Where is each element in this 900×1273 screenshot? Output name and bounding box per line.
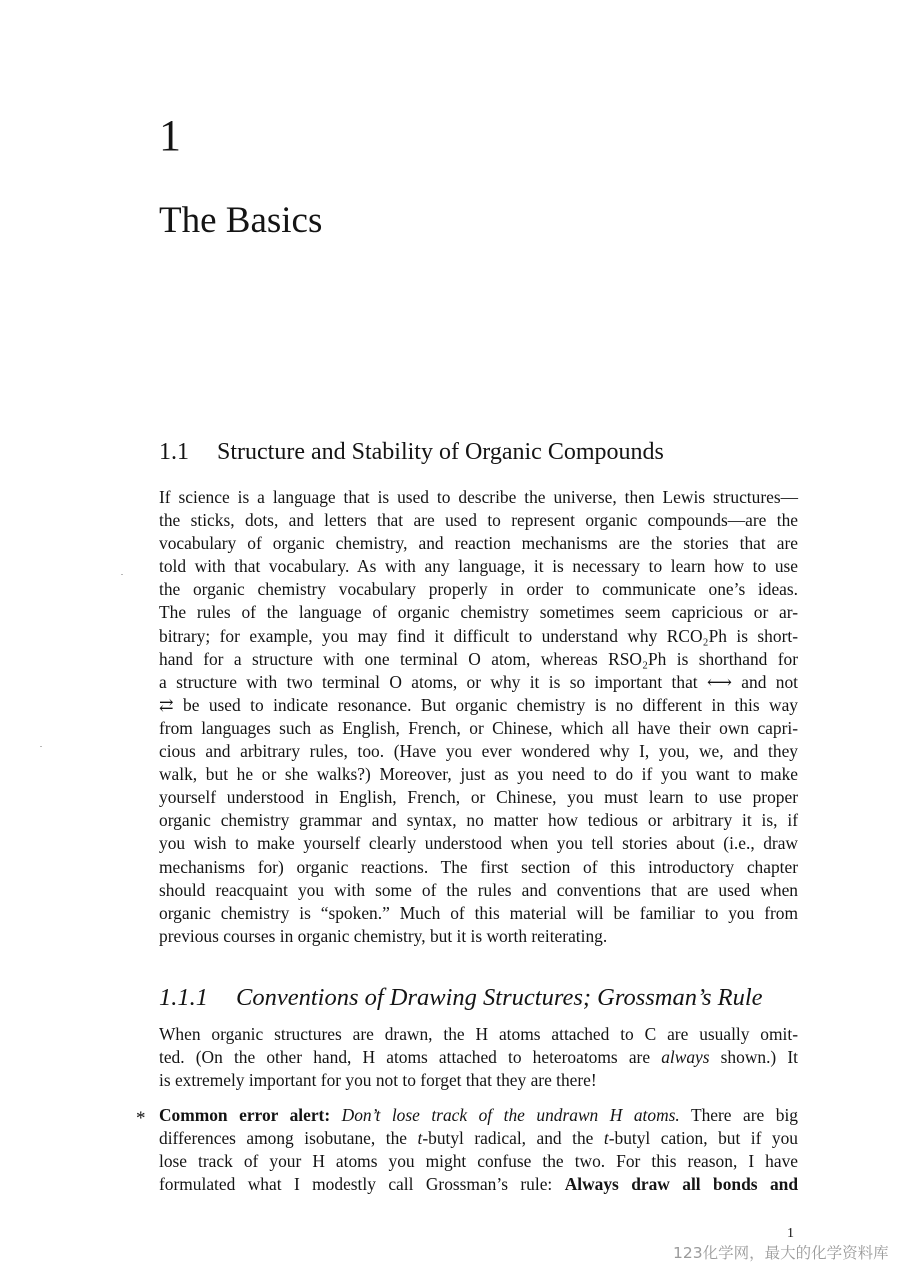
paragraph-line: a structure with two terminal O atoms, or why it is so important that ⟷ and not: [159, 671, 798, 692]
paragraph-line: vocabulary of organic chemistry, and reaction mechanisms are the stories that are: [159, 533, 798, 554]
alert-line: [159, 1173, 798, 1196]
paragraph-line: should reacquaint you with some of the rules and conventions that are used when: [159, 879, 798, 900]
section-heading: [159, 436, 799, 468]
section-paragraph: [159, 486, 798, 948]
paragraph-text: shown.) It: [709, 1047, 798, 1068]
paragraph-line: cious and arbitrary rules, too. (Have you ever wondered why I, you, we, and they: [159, 741, 798, 762]
paragraph-text: ted. (On the other hand, H atoms attached to heteroatoms are: [159, 1047, 662, 1068]
paragraph-line: When organic structures are drawn, the H atoms attached to C are usually omit-: [159, 1024, 798, 1044]
subsection-number: 1.1.1: [159, 984, 208, 1011]
chapter-title: The Basics: [159, 200, 323, 241]
emphasis-text: always: [661, 1047, 710, 1068]
alert-line: [159, 1104, 798, 1127]
alert-line: [159, 1127, 798, 1150]
subsection-paragraph: [159, 1023, 798, 1092]
paragraph-line: [159, 1046, 798, 1069]
section-number: 1.1: [159, 439, 189, 465]
paragraph-line: bitrary; for example, you may find it difficult to understand why RCO₂Ph is short-: [159, 625, 798, 646]
paragraph-line: ⇄ be used to indicate resonance. But organic chemistry is no different in this way: [159, 694, 798, 715]
common-error-alert: [159, 1104, 798, 1196]
alert-text: -butyl cation, but if you: [608, 1128, 798, 1149]
alert-line: lose track of your H atoms you might confuse the two. For this reason, I have: [159, 1151, 798, 1172]
subsection-title: Conventions of Drawing Structures; Grossman’s Rule: [236, 984, 763, 1011]
paragraph-line: organic chemistry grammar and syntax, no matter how tedious or arbitrary it is, if: [159, 810, 798, 831]
paragraph-line: mechanisms for) organic reactions. The first section of this introductory chapter: [159, 856, 798, 877]
paragraph-line: walk, but he or she walks?) Moreover, just as you need to do if you want to make: [159, 764, 798, 785]
paragraph-line: hand for a structure with one terminal O atom, whereas RSO₂Ph is shorthand for: [159, 648, 798, 669]
paragraph-line: told with that vocabulary. As with any language, it is necessary to learn how to use: [159, 556, 798, 577]
alert-text: There are big: [679, 1105, 798, 1125]
paragraph-line: The rules of the language of organic chemistry sometimes seem capricious or ar-: [159, 602, 798, 623]
alert-text: differences among isobutane, the: [159, 1128, 418, 1149]
paragraph-line: the organic chemistry vocabulary properly in order to communicate one’s ideas.: [159, 579, 798, 600]
page-number: 1: [787, 1226, 794, 1241]
scan-speck: [121, 574, 123, 575]
grossman-rule-text: Always draw all bonds and: [564, 1174, 798, 1195]
chapter-number: 1: [159, 111, 181, 160]
paragraph-line: from languages such as English, French, or Chinese, which all have their own capri-: [159, 717, 798, 738]
paragraph-line: is extremely important for you not to forget that they are there!: [159, 1070, 597, 1091]
paragraph-line: previous courses in organic chemistry, but it is worth reiterating.: [159, 925, 608, 946]
paragraph-line: organic chemistry is “spoken.” Much of this material will be familiar to you from: [159, 902, 798, 923]
alert-text: formulated what I modestly call Grossman’s rule:: [159, 1174, 565, 1195]
scan-speck: [40, 746, 42, 747]
alert-marker: *: [136, 1108, 146, 1129]
paragraph-line: yourself understood in English, French, or Chinese, you must learn to use proper: [159, 787, 798, 808]
watermark: 123化学网，最大的化学资料库: [673, 1244, 889, 1262]
section-title: Structure and Stability of Organic Compounds: [217, 439, 664, 465]
subsection-heading: [159, 982, 799, 1014]
italic-t: t: [417, 1128, 423, 1149]
alert-emphasis: Don’t lose track of the undrawn H atoms.: [341, 1105, 680, 1125]
paragraph-line: If science is a language that is used to describe the universe, then Lewis structures—: [159, 487, 798, 507]
paragraph-line: you wish to make yourself clearly understood when you tell stories about (i.e., draw: [159, 833, 798, 854]
italic-t: t: [603, 1128, 609, 1149]
alert-text: -butyl radical, and the: [422, 1128, 604, 1149]
alert-label: Common error alert:: [159, 1105, 331, 1125]
paragraph-line: the sticks, dots, and letters that are used to represent organic compounds—are the: [159, 510, 798, 531]
